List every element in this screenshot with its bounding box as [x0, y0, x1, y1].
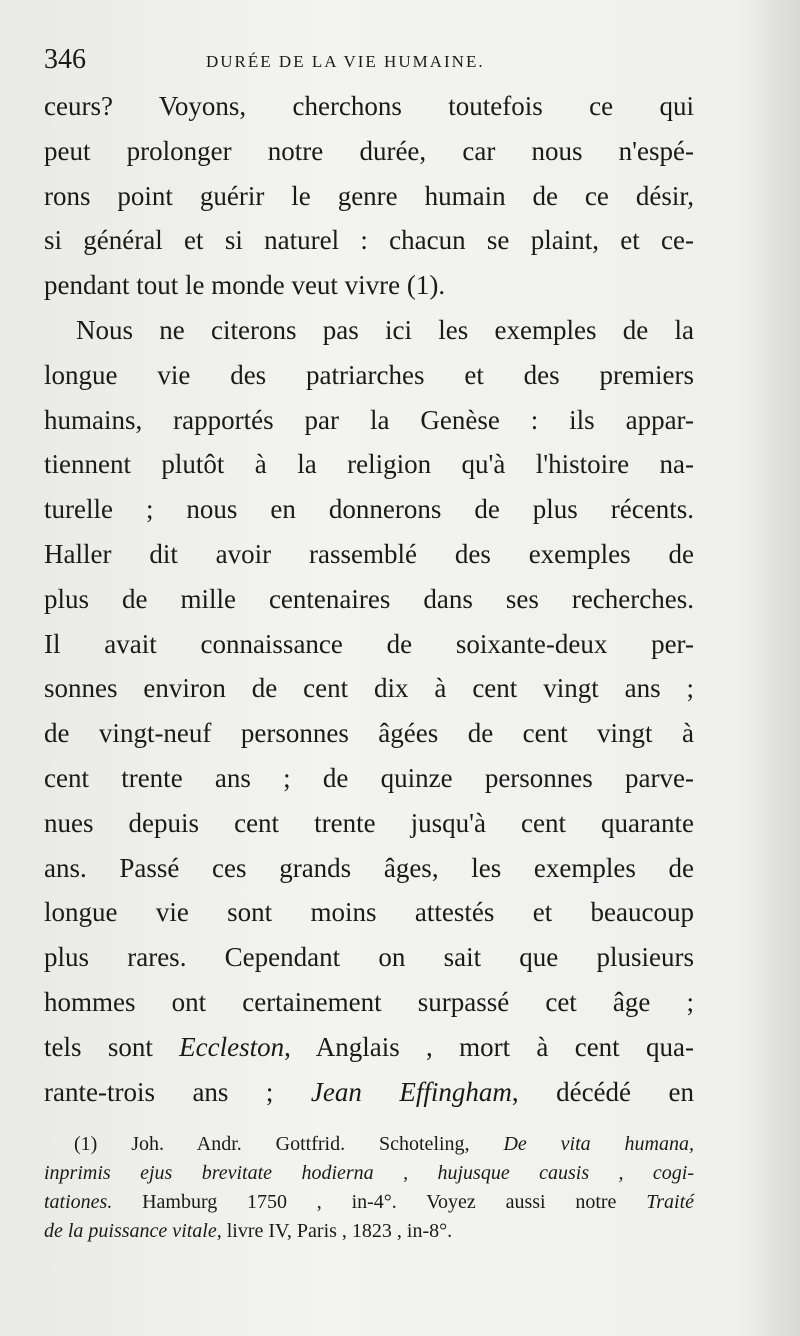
footnote-title: De vita humana,: [503, 1133, 694, 1155]
text-line: Haller dit avoir rassemblé des exemples de: [44, 538, 694, 569]
page-number: 346: [44, 44, 86, 75]
text-line: si général et si naturel : chacun se plaint, et ce-: [44, 225, 694, 256]
text-line: ans. Passé ces grands âges, les exemples de: [44, 852, 694, 883]
text-line: plus rares. Cependant on sait que plusieurs: [44, 942, 694, 973]
text-line: [44, 1070, 694, 1115]
text-line: sonnes environ de cent dix à cent vingt ans ;: [44, 673, 694, 704]
footnote-text: (1) Joh. Andr. Gottfrid. Schoteling,: [74, 1133, 504, 1155]
footnote-text: livre IV, Paris , 1823 , in-8°.: [221, 1220, 453, 1242]
text-line: plus de mille centenaires dans ses recherches.: [44, 583, 694, 614]
person-name: Jean Effingham: [310, 1076, 512, 1107]
running-head: DURÉE DE LA VIE HUMAINE.: [206, 52, 485, 71]
text-line: tiennent plutôt à la religion qu'à l'histoire na-: [44, 449, 694, 480]
text-line: rons point guérir le genre humain de ce désir,: [44, 180, 694, 211]
body-text: [44, 84, 694, 1114]
text-segment: tels sont: [44, 1031, 180, 1062]
text-line: nues depuis cent trente jusqu'à cent quarante: [44, 807, 694, 838]
footnote-title: Traité: [646, 1191, 694, 1213]
footnote-line: [44, 1217, 694, 1246]
text-line: turelle ; nous en donnerons de plus récents.: [44, 494, 694, 525]
text-line: Il avait connaissance de soixante-deux per-: [44, 628, 694, 659]
text-line: [44, 1025, 694, 1070]
text-line: de vingt-neuf personnes âgées de cent vingt à: [44, 718, 694, 749]
footnote-line: [44, 1188, 694, 1217]
footnote-title: tationes.: [44, 1191, 113, 1213]
footnote-line: [44, 1159, 694, 1188]
text-line: humains, rapportés par la Genèse : ils appar-: [44, 404, 694, 435]
text-line: hommes ont certainement surpassé cet âge ;: [44, 986, 694, 1017]
person-name: Eccleston: [179, 1031, 285, 1062]
text-line: peut prolonger notre durée, car nous n'espé-: [44, 135, 694, 166]
text-line: cent trente ans ; de quinze personnes parve-: [44, 762, 694, 793]
page-edge-shadow: [740, 0, 800, 1336]
footnote: [44, 1130, 694, 1246]
footnote-title: inprimis ejus brevitate hodierna , hujusque causis , cogi-: [44, 1162, 694, 1184]
text-line: Nous ne citerons pas ici les exemples de la: [76, 314, 694, 345]
text-line: longue vie sont moins attestés et beaucoup: [44, 897, 694, 928]
footnote-line: [44, 1130, 694, 1159]
text-line: longue vie des patriarches et des premiers: [44, 359, 694, 390]
footnote-text: Hamburg 1750 , in-4°. Voyez aussi notre: [112, 1191, 647, 1213]
text-segment: , Anglais , mort à cent qua-: [284, 1031, 694, 1062]
text-segment: , décédé en: [511, 1076, 694, 1107]
footnote-title: de la puissance vitale,: [44, 1220, 222, 1242]
page-header: [44, 42, 744, 82]
text-line: ceurs? Voyons, cherchons toutefois ce qui: [44, 91, 694, 121]
text-segment: rante-trois ans ;: [44, 1076, 311, 1107]
text-line: pendant tout le monde veut vivre (1).: [44, 270, 446, 301]
